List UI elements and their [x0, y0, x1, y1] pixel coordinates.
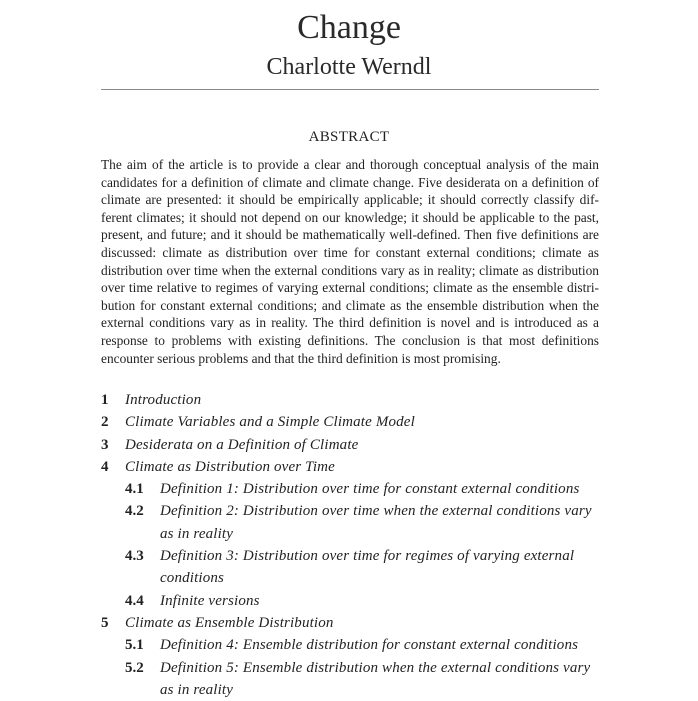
toc-title: Definition 2: Distribution over time when the external conditions vary as in reality [160, 503, 592, 542]
toc-entry-4[interactable] [101, 456, 599, 478]
toc-entry-2[interactable] [101, 411, 599, 433]
toc-title: Introduction [125, 392, 202, 408]
toc-entry-3[interactable] [101, 434, 599, 456]
toc-number: 1 [101, 392, 109, 408]
title-line-2: Change [297, 9, 401, 46]
toc-number: 4.4 [125, 592, 144, 609]
toc-title: Infinite versions [160, 592, 260, 609]
toc-title: Definition 5: Ensemble distribution when the external conditions vary as in reality [160, 659, 591, 698]
toc-entry-4-4[interactable] [101, 590, 599, 612]
title-divider [101, 89, 599, 90]
toc-number: 4.1 [125, 481, 144, 498]
abstract-line: encounter serious problems and that the third definition is most promising. [101, 350, 501, 366]
abstract-line: distribution over time when the external conditions vary as in reality; climate as distribution [101, 262, 599, 278]
abstract-line: candidates for a definition of climate and climate change. Five desiderata on a definition of [101, 174, 599, 190]
toc-number: 4.2 [125, 503, 144, 520]
toc-entry-5[interactable] [101, 612, 599, 634]
toc-number: 4 [101, 458, 109, 475]
toc-number: 3 [101, 436, 109, 453]
abstract-line: ferent climates; it should not depend on our knowledge; it should be applicable to the past, [101, 209, 599, 225]
toc-number: 5.2 [125, 659, 144, 676]
toc-title: Desiderata on a Definition of Climate [125, 436, 359, 453]
toc-title: Climate as Ensemble Distribution [125, 614, 334, 631]
abstract-line: The aim of the article is to provide a clear and thorough conceptual analysis of the main [101, 157, 599, 172]
abstract-line: present, and future; and it should be mathematically well-defined. Then five definitions are [101, 227, 599, 243]
abstract-line: discussed: climate as distribution over time for constant external conditions; climate as [101, 244, 599, 260]
toc-entry-1[interactable] [101, 389, 599, 411]
toc-title: Climate Variables and a Simple Climate Model [125, 414, 415, 431]
toc-number: 2 [101, 414, 109, 431]
toc-title: Definition 1: Distribution over time for constant external conditions [160, 481, 580, 498]
table-of-contents [101, 389, 599, 701]
abstract-line: climate are presented: it should be empirically applicable; it should correctly classify dif- [101, 192, 599, 208]
toc-entry-5-2[interactable] [101, 657, 599, 701]
abstract-line: over time relative to regimes of varying external conditions; climate as the ensemble distri- [101, 280, 599, 296]
toc-entry-5-1[interactable] [101, 634, 599, 656]
abstract-line: bution for constant external conditions; and climate as the ensemble distribution when the [101, 297, 599, 313]
author-name: Charlotte Werndl [266, 54, 432, 80]
title-line-1 [0, 0, 698, 2]
toc-entry-4-2[interactable] [101, 500, 599, 545]
toc-number: 5.1 [125, 637, 144, 654]
toc-entry-4-1[interactable] [101, 478, 599, 500]
toc-title: Climate as Distribution over Time [125, 458, 335, 475]
toc-entry-4-3[interactable] [101, 545, 599, 590]
abstract-line: external conditions vary as in reality. The third definition is novel and is introduced as a [101, 315, 599, 331]
toc-number: 4.3 [125, 548, 144, 565]
toc-title: Definition 4: Ensemble distribution for constant external conditions [160, 637, 579, 654]
abstract-body [101, 156, 599, 367]
toc-title: Definition 3: Distribution over time for regimes of varying external conditions [160, 548, 575, 587]
toc-number: 5 [101, 614, 109, 631]
abstract-line: response to problems with existing definitions. The conclusion is that most definitions [101, 332, 599, 348]
abstract-heading: ABSTRACT [308, 129, 390, 145]
